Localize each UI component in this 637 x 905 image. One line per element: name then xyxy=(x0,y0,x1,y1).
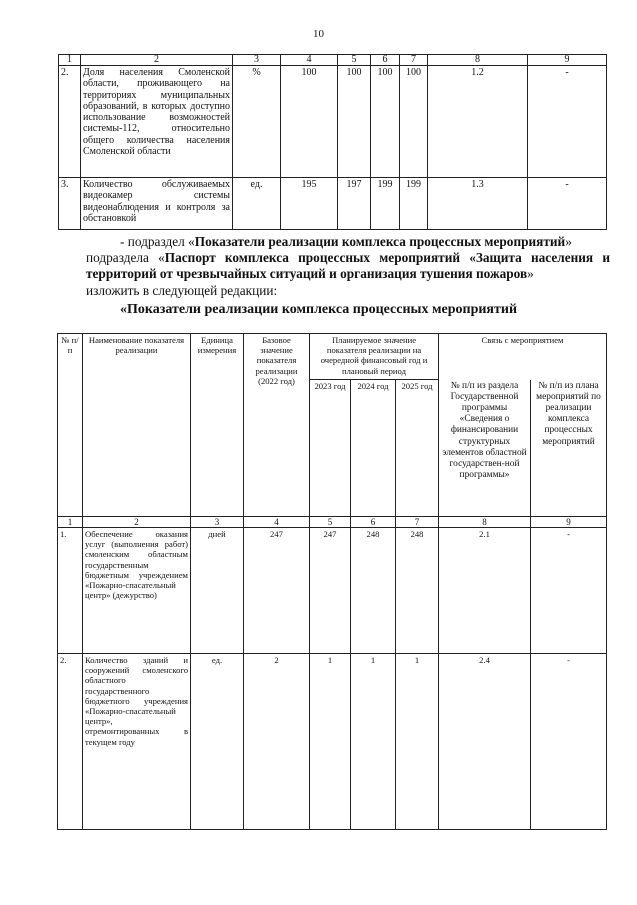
value: 199 xyxy=(400,178,428,230)
col-num: 1 xyxy=(59,55,81,66)
value: 2 xyxy=(244,654,310,830)
col-num: 7 xyxy=(396,517,439,528)
indicator-name: Обеспечение оказания услуг (выполнения работ) смоленским областным государственным бюджетным учреждением «Пожарно-спасательный центр» (дежурство) xyxy=(83,528,191,654)
link-number: 2.1 xyxy=(439,528,531,654)
col-num: 6 xyxy=(351,517,396,528)
unit: ед. xyxy=(233,178,281,230)
link-number: 1.3 xyxy=(428,178,528,230)
value: 100 xyxy=(338,66,371,178)
header-link-program: № п/п из раздела Государственной программы «Сведения о финансировании структурных элементов областной государствен-ной программы» xyxy=(439,380,531,517)
col-num: 9 xyxy=(528,55,607,66)
header-base: Базовое значение показателя реализации (2022 год) xyxy=(244,334,310,517)
amendment-line-1 xyxy=(120,234,610,250)
column-number-row xyxy=(58,517,607,528)
indicator-name: Количество зданий и сооружений смоленского областного государственного бюджетного учреждения «Пожарно-спасательный центр», отремонтированных в текущем году xyxy=(83,654,191,830)
column-number-row xyxy=(59,55,607,66)
header-name: Наименование показателя реализации xyxy=(83,334,191,517)
link-plan: - xyxy=(531,654,607,830)
header-2025: 2025 год xyxy=(396,380,439,517)
header-link: Связь с мероприятием xyxy=(439,334,607,380)
col-num: 5 xyxy=(310,517,351,528)
value: 247 xyxy=(244,528,310,654)
value: 1 xyxy=(351,654,396,830)
header-unit: Единица измерения xyxy=(191,334,244,517)
col-num: 3 xyxy=(233,55,281,66)
header-row-1 xyxy=(58,334,607,380)
value: 248 xyxy=(396,528,439,654)
table-row xyxy=(59,178,607,230)
row-number: 1. xyxy=(58,528,83,654)
link-plan: - xyxy=(528,178,607,230)
col-num: 6 xyxy=(371,55,400,66)
col-num: 1 xyxy=(58,517,83,528)
col-num: 8 xyxy=(439,517,531,528)
value: 100 xyxy=(400,66,428,178)
subsection-name: Показатели реализации комплекса процессных мероприятий xyxy=(194,234,566,249)
col-num: 4 xyxy=(244,517,310,528)
header-2023: 2023 год xyxy=(310,380,351,517)
row-number: 3. xyxy=(59,178,81,230)
process-indicators-table xyxy=(57,333,607,830)
text-pre: подраздела « xyxy=(86,250,165,265)
col-num: 9 xyxy=(531,517,607,528)
amendment-line-2 xyxy=(86,250,610,282)
unit: ед. xyxy=(191,654,244,830)
header-2024: 2024 год xyxy=(351,380,396,517)
indicator-name: Количество обслуживаемых видеокамер системы видеонаблюдения и контроля за обстановкой xyxy=(81,178,233,230)
link-number: 1.2 xyxy=(428,66,528,178)
table-row xyxy=(58,654,607,830)
col-num: 3 xyxy=(191,517,244,528)
col-num: 2 xyxy=(83,517,191,528)
text-pre: - подраздел « xyxy=(120,234,195,249)
col-num: 2 xyxy=(81,55,233,66)
page-number: 10 xyxy=(313,28,324,40)
indicator-name: Доля населения Смоленской области, проживающего на территориях муниципальных образований, в которых доступно использование возможностей системы-112, относительно общего количества населения Смоленской области xyxy=(81,66,233,178)
value: 247 xyxy=(310,528,351,654)
section-name: Паспорт комплекса процессных мероприятий «Защита населения и территорий от чрезвычайных ситуаций и организация тушения пожаров xyxy=(86,250,610,281)
table-row xyxy=(59,66,607,178)
link-plan: - xyxy=(531,528,607,654)
amendment-line-3: изложить в следующей редакции: xyxy=(86,283,278,298)
indicators-table-continued xyxy=(58,54,607,230)
section-title: «Показатели реализации комплекса процессных мероприятий xyxy=(119,302,518,317)
value: 1 xyxy=(310,654,351,830)
value: 1 xyxy=(396,654,439,830)
col-num: 8 xyxy=(428,55,528,66)
link-plan: - xyxy=(528,66,607,178)
row-number: 2. xyxy=(59,66,81,178)
header-link-plan: № п/п из плана мероприятий по реализации комплекса процессных мероприятий xyxy=(531,380,607,517)
col-num: 4 xyxy=(281,55,338,66)
text-post: » xyxy=(565,234,572,249)
value: 100 xyxy=(371,66,400,178)
header-num: № п/п xyxy=(58,334,83,517)
table-row xyxy=(58,528,607,654)
header-planned: Планируемое значение показателя реализации на очередной финансовый год и плановый период xyxy=(310,334,439,380)
unit: % xyxy=(233,66,281,178)
text-post: » xyxy=(527,266,534,281)
unit: дней xyxy=(191,528,244,654)
col-num: 5 xyxy=(338,55,371,66)
col-num: 7 xyxy=(400,55,428,66)
link-number: 2.4 xyxy=(439,654,531,830)
value: 248 xyxy=(351,528,396,654)
value: 100 xyxy=(281,66,338,178)
value: 197 xyxy=(338,178,371,230)
row-number: 2. xyxy=(58,654,83,830)
value: 195 xyxy=(281,178,338,230)
value: 199 xyxy=(371,178,400,230)
